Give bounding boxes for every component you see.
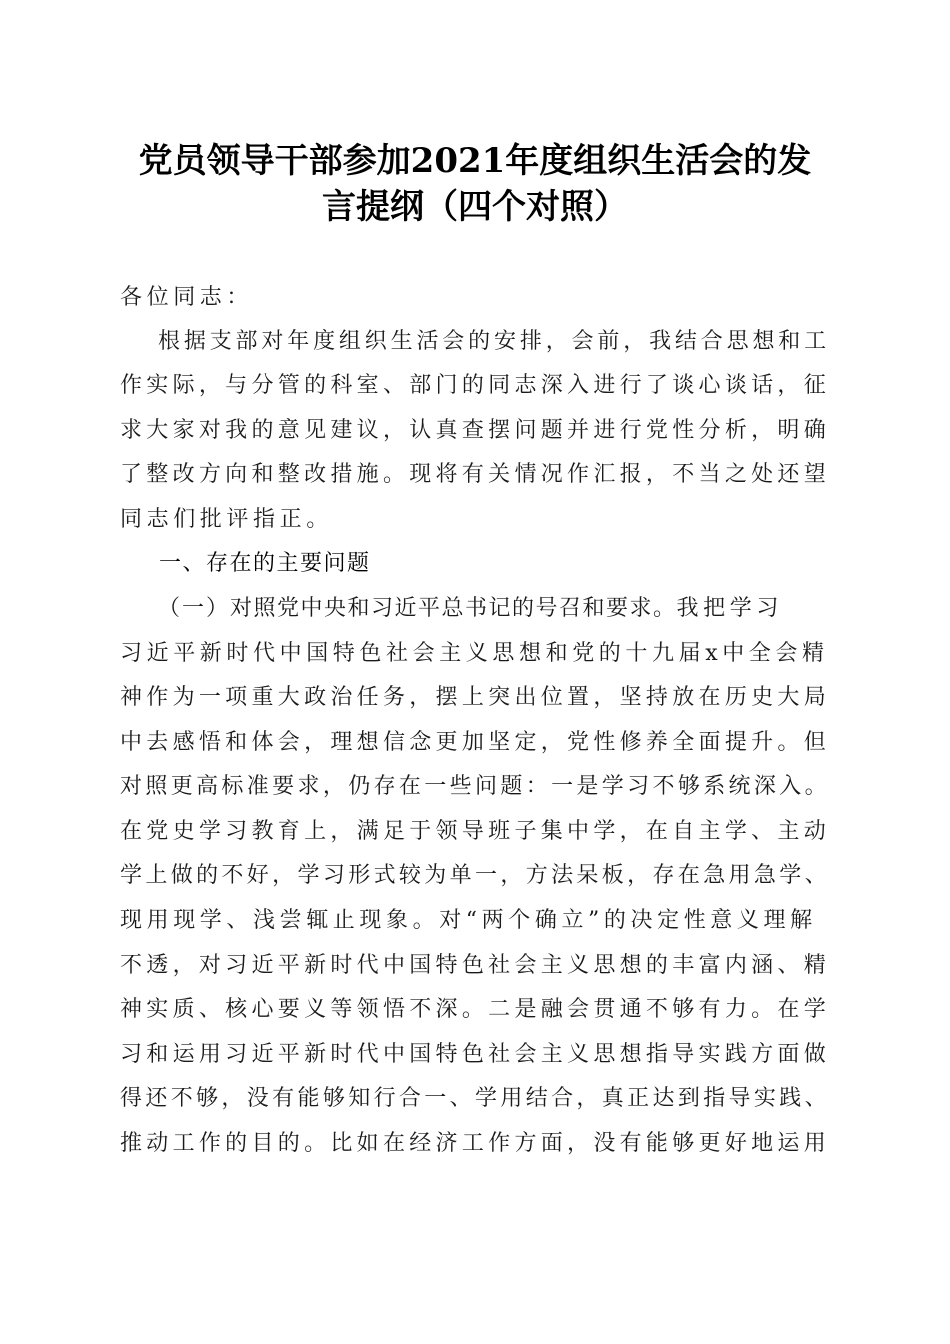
intro-line: 根据支部对年度组织生活会的安排，会前，我结合思想和工 [158,329,830,354]
body-line: 不透，对习近平新时代中国特色社会主义思想的丰富内涵、精 [120,953,830,978]
body-line: 现用现学、浅尝辄止现象。对“两个确立”的决定性意义理解 [120,908,817,933]
body-line: 推动工作的目的。比如在经济工作方面，没有能够更好地运用 [120,1131,830,1156]
subsection-title: 对照党中央和习近平总书记的号召和要求。 [230,596,677,621]
document-title-line-1: 党员领导干部参加2021年度组织生活会的发 [138,141,812,181]
body-line: 习和运用习近平新时代中国特色社会主义思想指导实践方面做 [120,1042,830,1067]
body-line: 学上做的不好，学习形式较为单一，方法呆板，存在急用急学、 [120,863,830,888]
body-line: 对照更高标准要求，仍存在一些问题：一是学习不够系统深入。 [120,774,830,799]
salutation: 各位同志： [120,285,254,310]
body-line: 习近平新时代中国特色社会主义思想和党的十九届x中全会精 [120,641,829,666]
body-line: 得还不够，没有能够知行合一、学用结合，真正达到指导实践、 [120,1086,830,1111]
subsection-label: （一） [158,596,231,621]
intro-line: 作实际，与分管的科室、部门的同志深入进行了谈心谈话，征 [120,373,830,398]
body-line: 神作为一项重大政治任务，摆上突出位置，坚持放在历史大局 [120,685,830,710]
document-title-line-2: 言提纲（四个对照） [322,187,628,227]
subsection-first-line [158,595,783,623]
intro-line: 同志们批评指正。 [120,507,333,532]
subsection-first-line-rest: 我把学习 [676,596,783,621]
body-line: 在党史学习教育上，满足于领导班子集中学，在自主学、主动 [120,819,830,844]
intro-line: 求大家对我的意见建议，认真查摆问题并进行党性分析，明确 [120,418,830,443]
body-line: 中去感悟和体会，理想信念更加坚定，党性修养全面提升。但 [120,730,830,755]
intro-line: 了整改方向和整改措施。现将有关情况作汇报，不当之处还望 [120,462,830,487]
body-line: 神实质、核心要义等领悟不深。二是融会贯通不够有力。在学 [120,997,830,1022]
section-heading: 一、存在的主要问题 [159,551,371,576]
